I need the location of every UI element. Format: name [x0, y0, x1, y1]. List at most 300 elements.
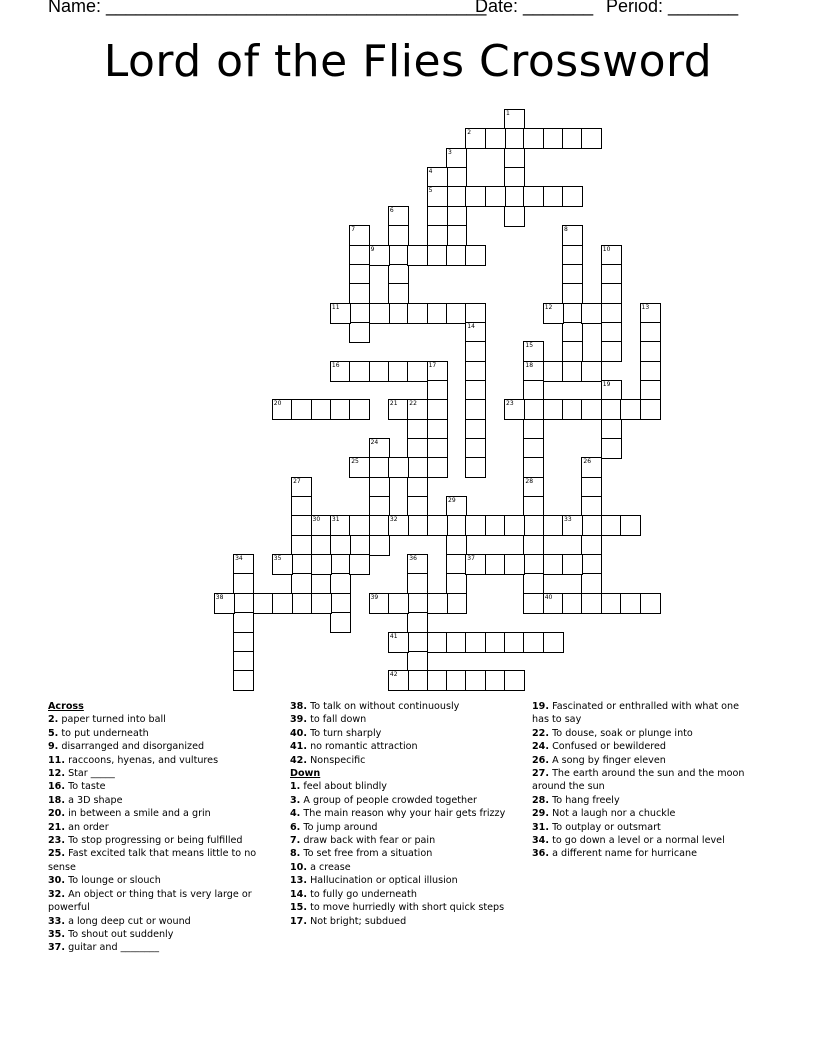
grid-cell[interactable]	[349, 245, 370, 266]
grid-cell[interactable]	[581, 573, 602, 594]
grid-cell[interactable]	[485, 632, 506, 653]
grid-cell[interactable]	[640, 361, 661, 382]
grid-cell[interactable]	[504, 554, 525, 575]
grid-cell[interactable]	[446, 515, 467, 536]
clue-number: 3	[448, 148, 452, 156]
clue-item-text: a 3D shape	[68, 794, 123, 806]
grid-cell[interactable]	[523, 128, 544, 149]
clue-column-3	[532, 700, 758, 861]
grid-cell[interactable]	[504, 515, 525, 536]
grid-cell[interactable]	[407, 632, 428, 653]
grid-cell[interactable]	[407, 438, 428, 459]
grid-cell[interactable]	[504, 186, 525, 207]
grid-cell[interactable]	[562, 283, 583, 304]
grid-cell[interactable]	[388, 264, 409, 285]
clue-number: 30	[312, 516, 321, 524]
clue-item	[532, 807, 758, 820]
grid-cell[interactable]	[562, 593, 583, 614]
grid-cell[interactable]	[446, 245, 467, 266]
clue-item-number: 5.	[48, 727, 59, 739]
grid-cell[interactable]	[233, 593, 254, 614]
clue-item-text: a crease	[310, 861, 351, 873]
grid-cell[interactable]	[601, 322, 622, 343]
grid-cell[interactable]	[562, 554, 583, 575]
grid-cell[interactable]	[407, 477, 428, 498]
clue-item-text: a long deep cut or wound	[68, 915, 191, 927]
clue-item-text: Fascinated or enthralled with what one has to say	[532, 701, 740, 726]
clue-item-text: guitar and ________	[68, 942, 160, 954]
grid-cell[interactable]	[349, 303, 370, 324]
clue-number: 20	[273, 400, 282, 408]
clue-number: 15	[525, 342, 534, 350]
grid-cell[interactable]	[485, 515, 506, 536]
grid-cell[interactable]	[523, 399, 544, 420]
clue-number: 7	[351, 226, 356, 234]
grid-cell[interactable]	[523, 438, 544, 459]
clue-number: 14	[467, 322, 475, 330]
grid-cell[interactable]	[465, 341, 486, 362]
grid-cell[interactable]	[349, 283, 370, 304]
clue-item-number: 31.	[532, 821, 549, 833]
grid-cell[interactable]	[620, 399, 641, 420]
grid-cell[interactable]	[427, 225, 448, 246]
clue-item-text: To turn sharply	[310, 727, 382, 739]
clue-item	[48, 874, 276, 887]
grid-cell[interactable]	[601, 515, 622, 536]
grid-cell[interactable]	[504, 167, 525, 188]
grid-cell[interactable]	[446, 303, 467, 324]
clue-item-number: 10.	[290, 861, 307, 873]
grid-cell[interactable]	[330, 612, 351, 633]
clue-number: 13	[641, 303, 650, 311]
clue-item	[290, 700, 516, 713]
clue-item	[290, 807, 516, 820]
clue-number: 6	[389, 206, 394, 214]
grid-cell[interactable]	[369, 496, 390, 517]
clue-item-number: 1.	[290, 781, 301, 793]
grid-cell[interactable]	[388, 245, 409, 266]
grid-cell[interactable]	[543, 186, 564, 207]
grid-cell[interactable]	[465, 399, 486, 420]
grid-cell[interactable]	[291, 554, 312, 575]
clue-number: 23	[506, 400, 514, 408]
clue-item-text: To lounge or slouch	[68, 875, 161, 887]
grid-cell[interactable]	[330, 399, 351, 420]
grid-cell[interactable]	[446, 593, 467, 614]
grid-cell[interactable]	[407, 573, 428, 594]
clue-item-number: 28.	[532, 794, 549, 806]
clue-number: 31	[331, 516, 340, 524]
clue-item	[48, 780, 276, 793]
grid-cell[interactable]	[388, 361, 409, 382]
grid-cell[interactable]	[504, 206, 525, 227]
clue-number: 22	[409, 400, 417, 408]
clue-item-text: A group of people crowded together	[303, 794, 477, 806]
grid-cell[interactable]	[349, 399, 370, 420]
clue-number: 35	[273, 555, 282, 562]
clue-item-number: 40.	[290, 727, 307, 739]
grid-cell[interactable]	[465, 361, 486, 382]
grid-cell[interactable]	[640, 593, 661, 614]
name-field-label: Name: ______________________________________	[48, 0, 487, 16]
grid-cell[interactable]	[407, 245, 428, 266]
clue-item	[532, 794, 758, 807]
clue-number: 34	[235, 555, 243, 562]
clue-item-number: 12.	[48, 768, 65, 780]
grid-cell[interactable]	[523, 515, 544, 536]
grid-cell[interactable]	[446, 225, 467, 246]
grid-cell[interactable]	[233, 670, 254, 691]
grid-cell[interactable]	[581, 303, 602, 324]
grid-cell[interactable]	[562, 128, 583, 149]
grid-cell[interactable]	[330, 593, 351, 614]
grid-cell[interactable]	[523, 419, 544, 440]
grid-cell[interactable]	[562, 186, 583, 207]
grid-cell[interactable]	[291, 515, 312, 536]
clue-number: 12	[544, 303, 553, 311]
grid-cell[interactable]	[465, 670, 486, 691]
clue-number: 24	[370, 439, 379, 446]
grid-cell[interactable]	[349, 554, 370, 575]
grid-cell[interactable]	[311, 554, 332, 575]
grid-cell[interactable]	[485, 186, 506, 207]
clue-item-text: Not bright; subdued	[310, 915, 407, 927]
grid-cell[interactable]	[349, 264, 370, 285]
grid-cell[interactable]	[543, 361, 564, 382]
grid-cell[interactable]	[581, 515, 602, 536]
grid-cell[interactable]	[485, 670, 506, 691]
grid-cell[interactable]	[523, 496, 544, 517]
grid-cell[interactable]	[504, 128, 525, 149]
grid-cell[interactable]	[543, 554, 564, 575]
clue-item	[48, 941, 276, 954]
clue-item	[532, 740, 758, 753]
grid-cell[interactable]	[427, 245, 448, 266]
grid-cell[interactable]	[272, 593, 293, 614]
page-title: Lord of the Flies Crossword	[103, 36, 713, 87]
grid-cell[interactable]	[291, 573, 312, 594]
grid-cell[interactable]	[388, 303, 409, 324]
grid-cell[interactable]	[504, 148, 525, 169]
clue-item	[532, 700, 758, 727]
clue-number: 37	[467, 555, 475, 562]
clue-item-number: 16.	[48, 781, 65, 793]
grid-cell[interactable]	[407, 303, 428, 324]
clue-item-text: no romantic attraction	[310, 741, 418, 753]
grid-cell[interactable]	[407, 670, 428, 691]
clue-number: 28	[525, 477, 534, 485]
grid-cell[interactable]	[601, 419, 622, 440]
clue-item	[48, 794, 276, 807]
clue-number: 36	[409, 555, 417, 562]
grid-cell[interactable]	[465, 186, 486, 207]
clue-item-number: 15.	[290, 902, 307, 914]
clue-item-number: 14.	[290, 888, 307, 900]
grid-cell[interactable]	[601, 283, 622, 304]
grid-cell[interactable]	[523, 573, 544, 594]
grid-cell[interactable]	[543, 399, 564, 420]
clue-item-text: to put underneath	[61, 727, 149, 739]
grid-cell[interactable]	[523, 535, 544, 556]
grid-cell[interactable]	[291, 535, 312, 556]
grid-cell[interactable]	[465, 438, 486, 459]
clue-item-text: in between a smile and a grin	[68, 808, 211, 820]
grid-cell[interactable]	[581, 399, 602, 420]
clue-item	[290, 794, 516, 807]
clue-item	[532, 834, 758, 847]
grid-cell[interactable]	[291, 496, 312, 517]
clue-number: 4	[428, 168, 433, 176]
grid-cell[interactable]	[253, 593, 274, 614]
grid-cell[interactable]	[465, 419, 486, 440]
clue-item	[532, 727, 758, 740]
grid-cell[interactable]	[562, 322, 583, 343]
grid-cell[interactable]	[407, 515, 428, 536]
clue-item	[290, 834, 516, 847]
grid-cell[interactable]	[543, 632, 564, 653]
grid-cell[interactable]	[407, 419, 428, 440]
period-field-label: Period: _______	[606, 0, 739, 16]
grid-cell[interactable]	[349, 515, 370, 536]
grid-cell[interactable]	[311, 593, 332, 614]
grid-cell[interactable]	[620, 515, 641, 536]
grid-cell[interactable]	[562, 303, 583, 324]
clue-item-text: To outplay or outsmart	[552, 821, 661, 833]
grid-cell[interactable]	[640, 380, 661, 401]
grid-cell[interactable]	[446, 186, 467, 207]
clue-item-text: To talk on without continuously	[310, 701, 460, 712]
clue-item-text: An object or thing that is very large or powerful	[48, 888, 252, 914]
clue-item-text: To stop progressing or being fulfilled	[68, 835, 243, 847]
grid-cell[interactable]	[427, 632, 448, 653]
grid-cell[interactable]	[233, 573, 254, 594]
clue-item-text: To hang freely	[552, 794, 620, 806]
grid-cell[interactable]	[523, 632, 544, 653]
grid-cell[interactable]	[601, 341, 622, 362]
grid-cell[interactable]	[581, 535, 602, 556]
clue-item-text: The main reason why your hair gets frizzy	[303, 808, 506, 820]
clue-item	[48, 754, 276, 767]
clue-item	[48, 821, 276, 834]
grid-cell[interactable]	[233, 651, 254, 672]
clue-item-text: disarranged and disorganized	[61, 741, 205, 753]
grid-cell[interactable]	[407, 612, 428, 633]
grid-cell[interactable]	[465, 245, 486, 266]
grid-cell[interactable]	[562, 264, 583, 285]
clue-column-1	[48, 700, 276, 955]
grid-cell[interactable]	[601, 264, 622, 285]
grid-cell[interactable]	[581, 128, 602, 149]
clue-number: 8	[564, 226, 568, 234]
grid-cell[interactable]	[407, 651, 428, 672]
grid-cell[interactable]	[427, 303, 448, 324]
grid-cell[interactable]	[427, 438, 448, 459]
clue-number: 42	[389, 671, 398, 679]
clue-item	[290, 888, 516, 901]
grid-cell[interactable]	[427, 206, 448, 227]
clue-item-number: 13.	[290, 875, 307, 887]
grid-cell[interactable]	[427, 457, 448, 478]
clue-item-number: 6.	[290, 821, 301, 833]
grid-cell[interactable]	[446, 554, 467, 575]
clue-item-number: 27.	[532, 768, 549, 780]
clue-number: 25	[351, 458, 359, 466]
grid-cell[interactable]	[465, 380, 486, 401]
clue-item	[290, 901, 516, 914]
grid-cell[interactable]	[543, 128, 564, 149]
grid-cell[interactable]	[407, 496, 428, 517]
grid-cell[interactable]	[311, 399, 332, 420]
grid-cell[interactable]	[465, 632, 486, 653]
grid-cell[interactable]	[485, 128, 506, 149]
grid-cell[interactable]	[427, 515, 448, 536]
clue-item-text: feel about blindly	[303, 781, 387, 793]
grid-cell[interactable]	[388, 283, 409, 304]
grid-cell[interactable]	[369, 477, 390, 498]
grid-cell[interactable]	[601, 399, 622, 420]
grid-cell[interactable]	[407, 593, 428, 614]
grid-cell[interactable]	[291, 399, 312, 420]
grid-cell[interactable]	[581, 361, 602, 382]
grid-cell[interactable]	[465, 457, 486, 478]
clue-number: 9	[370, 245, 375, 253]
grid-cell[interactable]	[291, 593, 312, 614]
clue-item-number: 17.	[290, 915, 307, 927]
clue-item-number: 18.	[48, 794, 65, 806]
grid-cell[interactable]	[562, 361, 583, 382]
grid-cell[interactable]	[601, 438, 622, 459]
grid-cell[interactable]	[504, 632, 525, 653]
grid-cell[interactable]	[446, 167, 467, 188]
grid-cell[interactable]	[349, 361, 370, 382]
grid-cell[interactable]	[330, 554, 351, 575]
grid-cell[interactable]	[446, 535, 467, 556]
grid-cell[interactable]	[485, 554, 506, 575]
clue-item	[532, 754, 758, 767]
clue-item	[290, 713, 516, 726]
grid-cell[interactable]	[640, 322, 661, 343]
clue-number: 18	[525, 361, 534, 369]
grid-cell[interactable]	[330, 535, 351, 556]
grid-cell[interactable]	[407, 457, 428, 478]
clue-item-number: 37.	[48, 942, 65, 954]
grid-cell[interactable]	[523, 457, 544, 478]
grid-cell[interactable]	[427, 399, 448, 420]
grid-cell[interactable]	[330, 573, 351, 594]
clue-item-text: to fully go underneath	[310, 888, 417, 900]
clue-item	[48, 847, 276, 874]
grid-cell[interactable]	[523, 554, 544, 575]
grid-cell[interactable]	[446, 573, 467, 594]
clue-item	[290, 821, 516, 834]
grid-cell[interactable]	[465, 303, 486, 324]
grid-cell[interactable]	[562, 399, 583, 420]
grid-cell[interactable]	[601, 593, 622, 614]
clue-number: 29	[448, 497, 456, 504]
clue-item	[532, 821, 758, 834]
clue-item-number: 38.	[290, 701, 307, 712]
grid-cell[interactable]	[407, 361, 428, 382]
clue-item-text: raccoons, hyenas, and vultures	[68, 754, 219, 766]
clue-item-text: To taste	[68, 781, 106, 793]
clue-item	[48, 807, 276, 820]
grid-cell[interactable]	[369, 515, 390, 536]
grid-cell[interactable]	[562, 341, 583, 362]
clue-item-number: 20.	[48, 808, 65, 820]
clue-item-text: Nonspecific	[310, 754, 366, 766]
grid-cell[interactable]	[523, 593, 544, 614]
clue-item-number: 41.	[290, 741, 307, 753]
clue-item-text: Confused or bewildered	[552, 741, 666, 753]
clue-number: 19	[602, 380, 611, 388]
clue-number: 32	[389, 516, 398, 524]
grid-cell[interactable]	[427, 419, 448, 440]
grid-cell[interactable]	[233, 612, 254, 633]
grid-cell[interactable]	[581, 496, 602, 517]
clue-number: 11	[331, 303, 340, 311]
grid-cell[interactable]	[581, 477, 602, 498]
grid-cell[interactable]	[369, 535, 390, 556]
grid-cell[interactable]	[562, 245, 583, 266]
grid-cell[interactable]	[581, 593, 602, 614]
grid-cell[interactable]	[523, 186, 544, 207]
clue-item-number: 2.	[48, 714, 59, 726]
clue-item-number: 23.	[48, 835, 65, 847]
grid-cell[interactable]	[581, 554, 602, 575]
clue-item	[48, 928, 276, 941]
clue-column-2	[290, 700, 516, 928]
clue-section-heading: Across	[48, 701, 84, 712]
grid-cell[interactable]	[388, 225, 409, 246]
clue-item-number: 7.	[290, 835, 301, 847]
grid-cell[interactable]	[427, 593, 448, 614]
grid-cell[interactable]	[446, 670, 467, 691]
grid-cell[interactable]	[369, 361, 390, 382]
grid-cell[interactable]	[504, 670, 525, 691]
grid-cell[interactable]	[640, 341, 661, 362]
clue-item-number: 4.	[290, 808, 301, 820]
clue-section-heading: Down	[290, 768, 321, 780]
grid-cell[interactable]	[369, 303, 390, 324]
clue-item-text: Star _____	[68, 768, 115, 780]
grid-cell[interactable]	[388, 457, 409, 478]
grid-cell[interactable]	[446, 206, 467, 227]
clue-item-text: an order	[68, 821, 109, 833]
grid-cell[interactable]	[427, 670, 448, 691]
grid-cell[interactable]	[233, 632, 254, 653]
clue-number: 1	[506, 110, 510, 117]
grid-cell[interactable]	[446, 632, 467, 653]
clue-number: 40	[544, 593, 553, 601]
grid-cell[interactable]	[620, 593, 641, 614]
grid-cell[interactable]	[369, 457, 390, 478]
grid-cell[interactable]	[349, 322, 370, 343]
grid-cell[interactable]	[465, 515, 486, 536]
date-field-label: Date: _______	[475, 0, 594, 16]
grid-cell[interactable]	[427, 380, 448, 401]
grid-cell[interactable]	[601, 303, 622, 324]
clue-item	[48, 713, 276, 726]
clue-number: 39	[370, 593, 379, 601]
clue-item-number: 11.	[48, 754, 65, 766]
grid-cell[interactable]	[640, 399, 661, 420]
clue-item	[48, 767, 276, 780]
clue-item-text: to fall down	[310, 714, 367, 726]
grid-cell[interactable]	[543, 515, 564, 536]
grid-cell[interactable]	[523, 380, 544, 401]
grid-cell[interactable]	[388, 593, 409, 614]
clue-item	[290, 861, 516, 874]
